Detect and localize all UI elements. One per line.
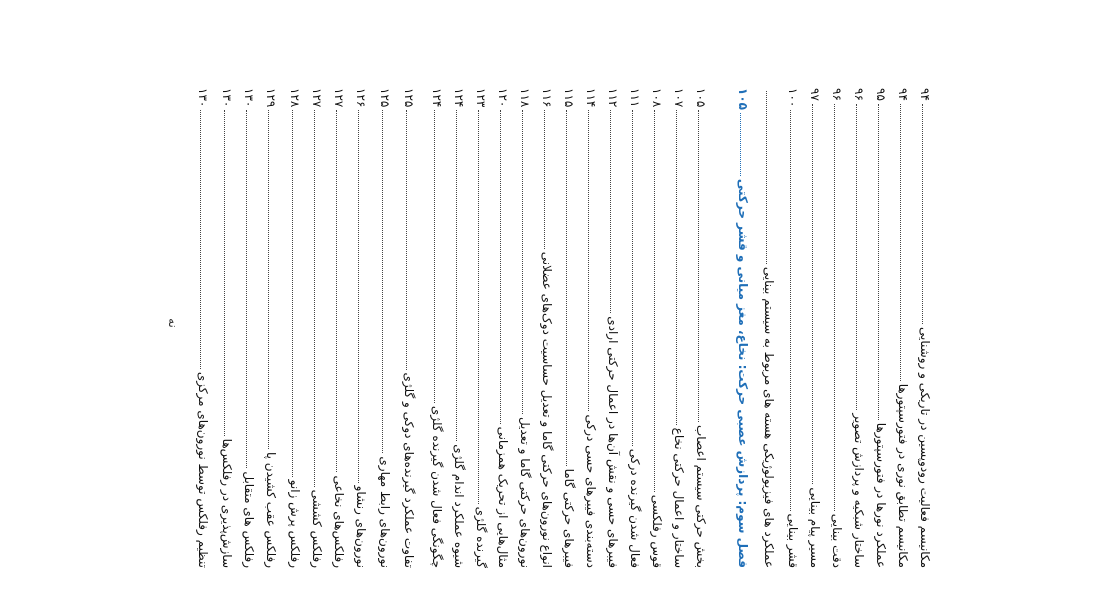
toc-entry-title: مثال‌هایی از تحریک همزمانی — [496, 426, 510, 568]
toc-page-number: ۱۲۴ — [452, 88, 466, 108]
toc-entry-title: نورون‌های رابط مهاری — [378, 456, 392, 568]
toc-page-number: ۱۱۸ — [518, 88, 532, 108]
toc-entry-title: تنظیم رفلکس توسط نورون‌های مرکزی — [196, 371, 210, 568]
toc-page-number: ۱۳۰ — [220, 88, 234, 108]
toc-page-number: ۱۲۶ — [354, 88, 368, 108]
toc-entry-title: مکانیسم فعالیت رودوپسین در تاریکی و روشنایی — [918, 327, 932, 568]
toc-entry — [217, 88, 237, 568]
toc-dot-leader — [698, 110, 699, 422]
toc-entry-title: رفلکس پرش زانو — [288, 479, 302, 568]
toc-entry-title: عملکرد نورها در فتورسپتورها — [874, 422, 888, 568]
toc-dot-leader — [434, 110, 435, 403]
toc-page-number: ۱۱۴ — [584, 88, 598, 108]
toc-entry — [493, 88, 513, 568]
toc-dot-leader — [900, 104, 901, 381]
toc-entry — [849, 88, 869, 568]
toc-page-number: ۱۰۵ — [694, 88, 708, 108]
toc-dot-leader — [766, 91, 767, 264]
toc-entry — [559, 88, 579, 568]
toc-page-number: ۱۱۲ — [606, 88, 620, 108]
toc-chapter-heading — [733, 88, 753, 568]
toc-entry — [351, 88, 371, 568]
toc-entry-title: رفلکس‌های نخاعی — [332, 475, 346, 568]
toc-entry-title: مکانیسم تطابق نوری در فتورسپتورها — [896, 383, 910, 568]
toc-entry-title: مسیر پیام بینایی — [808, 487, 822, 568]
toc-entry — [193, 88, 213, 568]
toc-entry — [871, 88, 891, 568]
toc-page-number: ۱۰۵ — [736, 88, 750, 110]
toc-entry — [399, 88, 419, 568]
toc-dot-leader — [566, 110, 567, 465]
toc-dot-leader — [224, 110, 225, 435]
toc-page-number: ۱۰۸ — [650, 88, 664, 108]
toc-page-number: ۹۶ — [830, 88, 844, 101]
toc-dot-leader — [500, 110, 501, 423]
toc-page-number: ۹۶ — [852, 88, 866, 101]
toc-entry — [427, 88, 447, 568]
toc-entry-title: دقت بینایی — [830, 513, 844, 568]
toc-dot-leader — [382, 110, 383, 453]
toc-chapter-title: فصل سوم: پردازش عصبی حرکت: نخاع، مغز میانی و قشر حرکتی — [736, 178, 750, 568]
toc-entry-title: ساختار و اعمال حرکتی نخاع — [672, 427, 686, 568]
toc-dot-leader — [740, 113, 741, 176]
toc-entry — [285, 88, 305, 568]
toc-entry — [783, 88, 803, 568]
toc-entry — [261, 88, 281, 568]
toc-dot-leader — [336, 110, 337, 472]
toc-page-number: ۱۱۵ — [562, 88, 576, 108]
toc-dot-leader — [200, 110, 201, 368]
toc-dot-leader — [812, 104, 813, 484]
toc-entry-title: دسته‌بندی فیبرهای حسی درکی — [584, 414, 598, 568]
toc-dot-leader — [632, 110, 633, 445]
toc-dot-leader — [292, 110, 293, 476]
toc-entry — [625, 88, 645, 568]
toc-entry-title: تفاوت عملکرد گیرنده‌های دوکی و گلژی — [402, 372, 416, 568]
toc-entry-title: ساختار شبکیه و پردازش تصویر — [852, 413, 866, 568]
toc-dot-leader — [456, 110, 457, 441]
toc-dot-leader — [856, 104, 857, 411]
toc-entry-title: قشر بینایی — [786, 513, 800, 568]
toc-entry — [581, 88, 601, 568]
toc-dot-leader — [522, 110, 523, 414]
toc-page-number: ۱۲۹ — [264, 88, 278, 108]
toc-entry — [307, 88, 327, 568]
toc-entry-title: عملکرد های فیزیولوژیکی هسته های مربوط به سیستم بینایی — [762, 266, 776, 568]
toc-entry-title: قوس رفلکسی — [650, 494, 664, 568]
toc-page-number: ۱۲۵ — [378, 88, 392, 108]
toc-entry-title: فیبرهای حسی و نقش آن‌ها در اعمال حرکتی ارادی — [606, 316, 620, 568]
toc-entry-title: شیوه عملکرد اندام گلژی — [452, 444, 466, 568]
toc-entry-title: رفلکس کششی — [310, 489, 324, 568]
toc-page-number: ۱۳۰ — [196, 88, 210, 108]
toc-entry — [915, 88, 935, 568]
toc-dot-leader — [790, 110, 791, 510]
toc-page-number: ۱۰۰ — [786, 88, 800, 108]
toc-entry-title: سازش‌پذیری در رفلکس‌ها — [220, 438, 234, 568]
toc-entry — [239, 88, 259, 568]
toc-entry — [537, 88, 557, 568]
toc-dot-leader — [676, 110, 677, 424]
toc-entry — [893, 88, 913, 568]
toc-entry — [515, 88, 535, 568]
toc-entry-title: فیبرهای حرکتی گاما — [562, 468, 576, 568]
toc-dot-leader — [610, 110, 611, 313]
toc-entry-title: انواع نورون‌های حرکتی گاما و تعدیل حساسیت دوک‌های عضلانی — [540, 251, 554, 568]
toc-page-number: ۱۲۸ — [288, 88, 302, 108]
toc-entry — [647, 88, 667, 568]
toc-entry-title: نورون‌های رنشاو — [354, 485, 368, 568]
toc-page-number: ۱۲۷ — [332, 88, 346, 108]
toc-entry — [603, 88, 623, 568]
toc-page-number: ۱۲۵ — [402, 88, 416, 108]
toc-entry-title: رفلکس های متقابل — [242, 471, 256, 568]
toc-page-number: ۱۳۰ — [242, 88, 256, 108]
page-folio: نه — [166, 318, 180, 328]
toc-dot-leader — [358, 110, 359, 482]
toc-page-number: ۱۲۳ — [474, 88, 488, 108]
toc-dot-leader — [654, 110, 655, 491]
toc-entry — [691, 88, 711, 568]
toc-entry — [449, 88, 469, 568]
toc-dot-leader — [878, 104, 879, 420]
toc-page-number: ۱۲۴ — [430, 88, 444, 108]
toc-page-number: ۹۷ — [808, 88, 822, 101]
toc-entry-title: بخش حرکتی سیستم اعصاب — [694, 424, 708, 568]
toc-entry — [329, 88, 349, 568]
toc-dot-leader — [268, 110, 269, 449]
toc-entry-title: چگونگی فعال شدن گیرنده گلژی — [430, 405, 444, 568]
toc-dot-leader — [246, 110, 247, 468]
toc-dot-leader — [834, 104, 835, 511]
toc-dot-leader — [314, 110, 315, 486]
toc-page-number: ۱۱۶ — [540, 88, 554, 108]
toc-page-number: ۹۴ — [918, 88, 932, 101]
toc-page-number: ۱۲۷ — [310, 88, 324, 108]
toc-page-number: ۱۲۰ — [496, 88, 510, 108]
toc-page-number: ۱۰۷ — [672, 88, 686, 108]
toc-entry — [375, 88, 395, 568]
toc-dot-leader — [478, 110, 479, 503]
toc-entry — [759, 88, 779, 568]
toc-entry-title: رفلکس عقب کشیدن پا — [264, 451, 278, 568]
toc-dot-leader — [406, 110, 407, 369]
toc-page-number: ۱۱۱ — [628, 88, 642, 108]
toc-entry — [471, 88, 491, 568]
toc-page-number: ۹۵ — [874, 88, 888, 101]
toc-dot-leader — [588, 110, 589, 411]
toc-dot-leader — [922, 104, 923, 324]
toc-entry-title: گیرنده گلژی — [474, 506, 488, 568]
toc-entry — [805, 88, 825, 568]
toc-entry — [827, 88, 847, 568]
toc-entry — [669, 88, 689, 568]
toc-page-number: ۹۴ — [896, 88, 910, 101]
toc-dot-leader — [544, 110, 545, 248]
toc-entry-title: نورون‌های حرکتی گاما و تعدیل — [518, 416, 532, 568]
toc-entry-title: فعال شدن گیرنده درکی — [628, 448, 642, 568]
